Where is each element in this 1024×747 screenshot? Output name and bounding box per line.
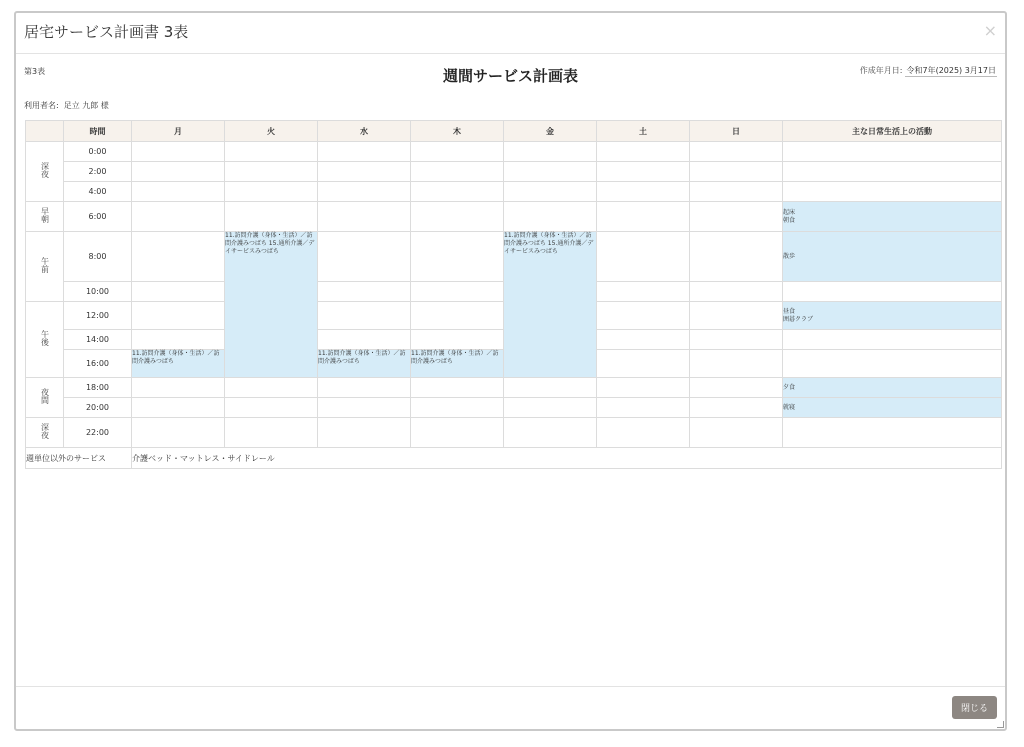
- table-row: [26, 182, 1002, 202]
- creation-date: [860, 65, 997, 76]
- slot-cell[interactable]: [318, 142, 411, 162]
- slot-cell[interactable]: [411, 202, 504, 232]
- activity-cell[interactable]: [783, 330, 1002, 350]
- slot-cell[interactable]: [597, 162, 690, 182]
- slot-cell[interactable]: [411, 330, 504, 350]
- table-row: [26, 202, 1002, 232]
- slot-cell[interactable]: [318, 330, 411, 350]
- slot-cell[interactable]: [411, 378, 504, 398]
- time-cell: 18:00: [64, 378, 132, 398]
- slot-cell[interactable]: [132, 302, 225, 330]
- activity-cell[interactable]: 就寝: [783, 398, 1002, 418]
- slot-cell[interactable]: [504, 398, 597, 418]
- slot-cell[interactable]: [132, 282, 225, 302]
- service-text-fri: 11.訪問介護（身体・生活）／訪問介護みつばち 15.通所介護／デイサービスみつばち: [504, 232, 594, 255]
- table-row: [26, 142, 1002, 162]
- slot-cell[interactable]: [690, 182, 783, 202]
- slot-cell[interactable]: [504, 182, 597, 202]
- close-button[interactable]: 閉じる: [952, 696, 997, 719]
- slot-cell[interactable]: [318, 282, 411, 302]
- activity-cell[interactable]: [783, 282, 1002, 302]
- slot-cell[interactable]: [504, 418, 597, 448]
- slot-cell[interactable]: [225, 378, 318, 398]
- activity-cell[interactable]: [783, 418, 1002, 448]
- period-late-night: 深夜: [26, 142, 64, 202]
- other-services-row: [26, 448, 1002, 469]
- slot-cell[interactable]: [690, 330, 783, 350]
- slot-cell[interactable]: [132, 202, 225, 232]
- slot-cell[interactable]: [411, 232, 504, 282]
- slot-cell[interactable]: [411, 302, 504, 330]
- slot-cell[interactable]: [504, 142, 597, 162]
- slot-cell[interactable]: [318, 182, 411, 202]
- user-label: 利用者名:: [24, 101, 59, 110]
- user-name: 足立 九郎 様: [63, 101, 109, 110]
- slot-cell[interactable]: [597, 182, 690, 202]
- slot-cell[interactable]: [132, 162, 225, 182]
- period-morning: 午前: [26, 232, 64, 302]
- header-sat: 土: [597, 121, 690, 142]
- slot-cell[interactable]: [225, 202, 318, 232]
- modal-header: [16, 13, 1005, 54]
- resize-handle[interactable]: [997, 721, 1004, 728]
- time-cell: 8:00: [64, 232, 132, 282]
- table-row: [26, 232, 1002, 282]
- slot-cell[interactable]: [504, 202, 597, 232]
- period-evening: 夜間: [26, 378, 64, 418]
- slot-cell[interactable]: [690, 202, 783, 232]
- time-cell: 14:00: [64, 330, 132, 350]
- activity-cell[interactable]: 散歩: [783, 232, 1002, 282]
- slot-cell[interactable]: [225, 182, 318, 202]
- slot-cell[interactable]: [318, 398, 411, 418]
- activity-cell[interactable]: 夕食: [783, 378, 1002, 398]
- close-icon[interactable]: ×: [983, 21, 997, 40]
- slot-cell[interactable]: [690, 162, 783, 182]
- slot-cell[interactable]: [690, 282, 783, 302]
- header-wed: 水: [318, 121, 411, 142]
- header-sun: 日: [690, 121, 783, 142]
- slot-cell[interactable]: [597, 398, 690, 418]
- service-block-mon[interactable]: 11.訪問介護（身体・生活）／訪問介護みつばち: [132, 350, 225, 378]
- form-number: 第3表: [24, 67, 46, 76]
- slot-cell[interactable]: [132, 142, 225, 162]
- slot-cell[interactable]: [690, 142, 783, 162]
- slot-cell[interactable]: [318, 302, 411, 330]
- period-afternoon: 午後: [26, 302, 64, 378]
- table-row: [26, 418, 1002, 448]
- activity-cell[interactable]: [783, 182, 1002, 202]
- modal-title: 居宅サービス計画書 3表: [24, 23, 189, 41]
- time-cell: 0:00: [64, 142, 132, 162]
- period-early-morning: 早朝: [26, 202, 64, 232]
- slot-cell[interactable]: [318, 418, 411, 448]
- time-cell: 10:00: [64, 282, 132, 302]
- service-block-wed[interactable]: 11.訪問介護（身体・生活）／訪問介護みつばち: [318, 350, 411, 378]
- slot-cell[interactable]: [504, 378, 597, 398]
- time-cell: 20:00: [64, 398, 132, 418]
- creation-date-value: 令和7年(2025) 3月17日: [906, 66, 996, 75]
- weekly-schedule-table: [25, 120, 1002, 469]
- header-fri: 金: [504, 121, 597, 142]
- time-cell: 12:00: [64, 302, 132, 330]
- slot-cell[interactable]: [132, 378, 225, 398]
- table-row: [26, 378, 1002, 398]
- time-cell: 4:00: [64, 182, 132, 202]
- slot-cell[interactable]: [411, 182, 504, 202]
- other-services-label: 週単位以外のサービス: [26, 448, 132, 469]
- slot-cell[interactable]: [225, 142, 318, 162]
- header-time: 時間: [64, 121, 132, 142]
- slot-cell[interactable]: [318, 162, 411, 182]
- other-services-value[interactable]: 介護ベッド・マットレス・サイドレール: [132, 448, 1002, 469]
- slot-cell[interactable]: [318, 232, 411, 282]
- user-info: [24, 100, 109, 111]
- slot-cell[interactable]: [411, 162, 504, 182]
- table-row: [26, 398, 1002, 418]
- header-corner: [26, 121, 64, 142]
- service-block-fri[interactable]: [504, 232, 597, 378]
- activity-cell[interactable]: 起床 朝食: [783, 202, 1002, 232]
- slot-cell[interactable]: [597, 378, 690, 398]
- activity-cell[interactable]: [783, 162, 1002, 182]
- slot-cell[interactable]: [411, 282, 504, 302]
- time-cell: 2:00: [64, 162, 132, 182]
- service-block-thu[interactable]: 11.訪問介護（身体・生活）／訪問介護みつばち: [411, 350, 504, 378]
- page-title: 週間サービス計画表: [442, 67, 578, 85]
- slot-cell[interactable]: [597, 142, 690, 162]
- service-text-tue: 11.訪問介護（身体・生活）／訪問介護みつばち 15.通所介護／デイサービスみつばち: [225, 232, 315, 255]
- service-block-tue[interactable]: [225, 232, 318, 378]
- slot-cell[interactable]: [597, 330, 690, 350]
- slot-cell[interactable]: [690, 302, 783, 330]
- slot-cell[interactable]: [132, 418, 225, 448]
- care-plan-modal: [14, 11, 1007, 731]
- header-mon: 月: [132, 121, 225, 142]
- slot-cell[interactable]: [690, 398, 783, 418]
- slot-cell[interactable]: [597, 350, 690, 378]
- slot-cell[interactable]: [318, 378, 411, 398]
- slot-cell[interactable]: [597, 232, 690, 282]
- slot-cell[interactable]: [318, 202, 411, 232]
- slot-cell[interactable]: [690, 232, 783, 282]
- activity-cell[interactable]: [783, 142, 1002, 162]
- slot-cell[interactable]: [225, 418, 318, 448]
- header-thu: 木: [411, 121, 504, 142]
- slot-cell[interactable]: [597, 418, 690, 448]
- time-cell: 6:00: [64, 202, 132, 232]
- slot-cell[interactable]: [597, 202, 690, 232]
- slot-cell[interactable]: [597, 302, 690, 330]
- slot-cell[interactable]: [411, 398, 504, 418]
- table-row: [26, 162, 1002, 182]
- slot-cell[interactable]: [132, 232, 225, 282]
- modal-footer: [16, 686, 1005, 729]
- creation-date-label: 作成年月日:: [859, 66, 903, 75]
- header-activities: 主な日常生活上の活動: [783, 121, 1002, 142]
- slot-cell[interactable]: [597, 282, 690, 302]
- period-late-night-2: 深夜: [26, 418, 64, 448]
- slot-cell[interactable]: [225, 162, 318, 182]
- slot-cell[interactable]: [411, 142, 504, 162]
- slot-cell[interactable]: [132, 398, 225, 418]
- time-cell: 16:00: [64, 350, 132, 378]
- slot-cell[interactable]: [225, 398, 318, 418]
- time-cell: 22:00: [64, 418, 132, 448]
- activity-cell[interactable]: 昼食 囲碁クラブ: [783, 302, 1002, 330]
- slot-cell[interactable]: [411, 418, 504, 448]
- header-tue: 火: [225, 121, 318, 142]
- slot-cell[interactable]: [132, 330, 225, 350]
- slot-cell[interactable]: [690, 378, 783, 398]
- table-header-row: [26, 121, 1002, 142]
- slot-cell[interactable]: [504, 162, 597, 182]
- activity-cell[interactable]: [783, 350, 1002, 378]
- slot-cell[interactable]: [132, 182, 225, 202]
- slot-cell[interactable]: [690, 418, 783, 448]
- slot-cell[interactable]: [690, 350, 783, 378]
